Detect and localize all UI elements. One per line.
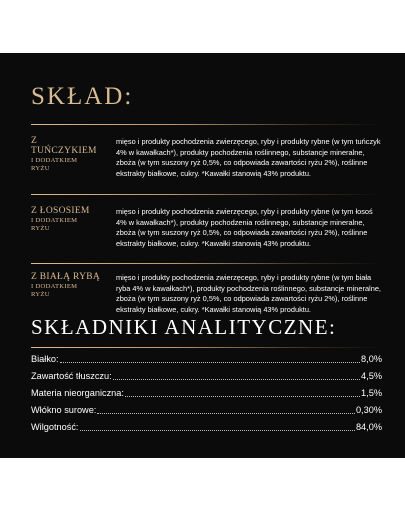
nutrient-row-fat [31, 369, 382, 382]
nutrient-label: Wilgotność: [31, 422, 79, 432]
variant-composition: mięso i produkty pochodzenia zwierzęcego, ryby i produkty rybne (w tym biała ryba 4% w kawałkach*), produkty pochodzenia roślinnego, substancje mineralne, zboża (w tym suszony ryż 0,5%, co odpowiada zawartości ryżu 2%), roślinne ekstrakty białkowe, cukry. *Kawałki stanowią 43% produktu. [116, 273, 381, 314]
variant-name-line2: I DODATKIEM [31, 156, 78, 164]
variant-name-line1: Z TUŃCZYKIEM [31, 136, 97, 156]
variant-composition: mięso i produkty pochodzenia zwierzęcego, ryby i produkty rybne (w tym tuńczyk 4% w kawałkach*), produkty pochodzenia roślinnego, substancje mineralne, zboża (w tym suszony ryż 0,5%, co odpowiada zawartości ryżu 2%), roślinne ekstrakty białkowe, cukry. *Kawałki stanowią 43% produktu. [116, 137, 381, 178]
variant-name-line3: RYŻU [31, 225, 50, 233]
nutrient-label: Materia nieorganiczna: [31, 388, 124, 398]
nutrient-row-fibre [31, 403, 382, 416]
nutrient-row-protein [31, 352, 382, 365]
nutrient-row-moisture [31, 420, 382, 433]
ingredients-panel [0, 53, 405, 458]
variant-name [31, 137, 103, 173]
variant-name-line1: Z BIAŁĄ RYBĄ [31, 272, 101, 282]
leader-dots [60, 362, 360, 363]
nutrient-value: 1,5% [361, 388, 382, 398]
nutrient-row-ash [31, 386, 382, 399]
variant-composition: mięso i produkty pochodzenia zwierzęcego, ryby i produkty rybne (w tym łosoś 4% w kawałkach*), produkty pochodzenia roślinnego, substancje mineralne, zboża (w tym suszony ryż 0,5%, co odpowiada zawartości ryżu 2%), roślinne ekstrakty białkowe, cukry. *Kawałki stanowią 43% produktu. [116, 207, 373, 248]
nutrient-value: 4,5% [361, 371, 382, 381]
variant-name-line3: RYŻU [31, 291, 50, 299]
composition-heading: SKŁAD: [31, 83, 134, 110]
variant-name-line2: I DODATKIEM [31, 216, 78, 224]
row-divider [31, 263, 382, 264]
nutrient-value: 84,0% [355, 422, 382, 432]
analytical-heading: SKŁADNIKI ANALITYCZNE: [31, 315, 337, 339]
variant-name-line1: Z ŁOSOSIEM [31, 206, 90, 216]
nutrient-label: Włókno surowe: [31, 405, 97, 415]
heading-divider [31, 347, 382, 348]
variant-name [31, 207, 103, 233]
variant-name [31, 273, 103, 299]
leader-dots [80, 430, 355, 431]
leader-dots [113, 379, 360, 380]
heading-divider [31, 124, 382, 125]
leader-dots [125, 396, 360, 397]
row-divider [31, 194, 382, 195]
variant-name-line3: RYŻU [31, 165, 50, 173]
nutrient-label: Białko: [31, 354, 59, 364]
leader-dots [97, 413, 355, 414]
variant-name-line2: I DODATKIEM [31, 282, 78, 290]
nutrient-value: 8,0% [361, 354, 382, 364]
nutrient-value: 0,30% [355, 405, 382, 415]
nutrient-label: Zawartość tłuszczu: [31, 371, 112, 381]
